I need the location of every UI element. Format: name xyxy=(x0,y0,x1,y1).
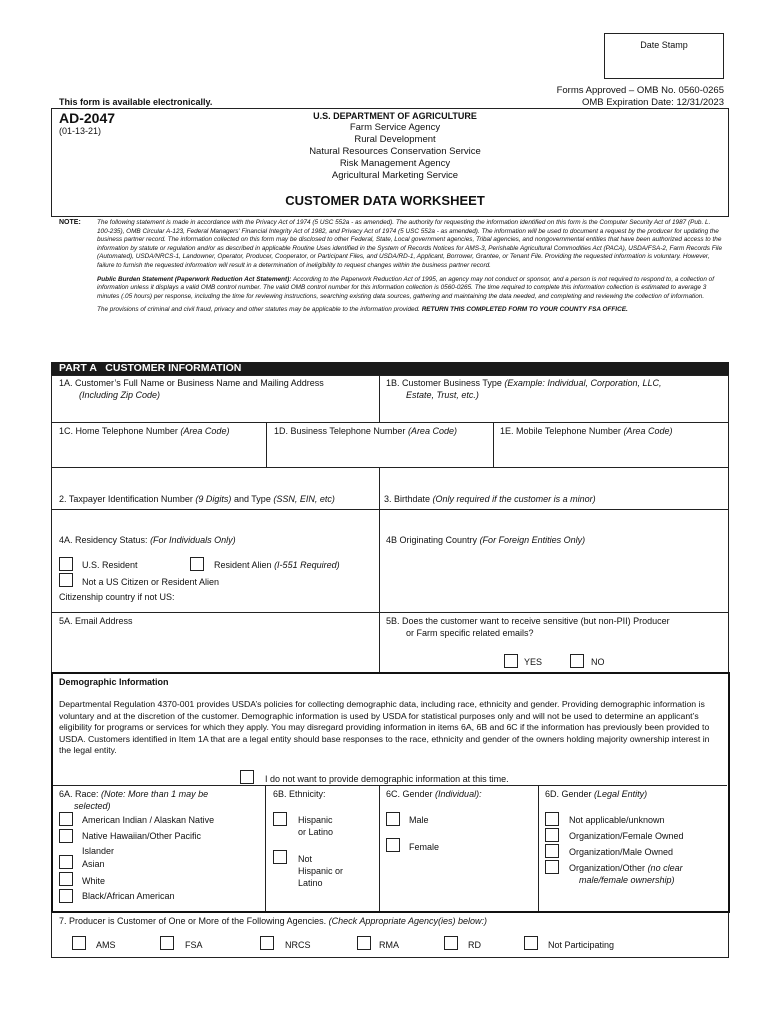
field-1a-input[interactable] xyxy=(52,402,378,422)
agency-not-participating-checkbox[interactable] xyxy=(524,936,538,950)
divider xyxy=(538,785,539,911)
field-1c-label xyxy=(59,425,229,437)
resident-alien-label xyxy=(214,559,340,571)
date-stamp-box xyxy=(604,33,724,79)
field-6a-hint2: selected) xyxy=(74,801,111,811)
field-2-hint: (9 Digits) xyxy=(195,494,232,504)
email-input[interactable] xyxy=(52,630,378,672)
omb-number: Forms Approved – OMB No. 0560-0265 xyxy=(556,85,724,96)
agency-fsa-checkbox[interactable] xyxy=(160,936,174,950)
agency-rd-checkbox[interactable] xyxy=(444,936,458,950)
ethnicity-hispanic-text2: or Latino xyxy=(298,827,334,837)
agency-line: Agricultural Marketing Service xyxy=(331,170,459,181)
race-option-label: Islander xyxy=(82,846,115,856)
race-option-label: American Indian / Alaskan Native xyxy=(82,815,215,825)
ethnicity-not-hispanic-label xyxy=(298,853,343,889)
field-6b-label: 6B. Ethnicity: xyxy=(273,789,326,799)
field-5b-title: 5B. Does the customer want to receive sensitive (but non-PII) Producer xyxy=(386,616,670,626)
ethnicity-not-hispanic-checkbox[interactable] xyxy=(273,850,287,864)
field-1c-title: 1C. Home Telephone Number xyxy=(59,426,178,436)
demographic-optout-checkbox[interactable] xyxy=(240,770,254,784)
provisions-statement xyxy=(97,306,723,315)
agency-nrcs-checkbox[interactable] xyxy=(260,936,274,950)
field-5a-label: 5A. Email Address xyxy=(59,616,133,626)
field-3-hint: (Only required if the customer is a minor) xyxy=(432,494,596,504)
field-1c-input[interactable] xyxy=(52,440,265,466)
entity-female-owned-checkbox[interactable] xyxy=(545,828,559,842)
race-option-label: Native Hawaiian/Other Pacific xyxy=(82,831,202,841)
omb-expiration: OMB Expiration Date: 12/31/2023 xyxy=(581,97,724,108)
entity-option-label: Organization/Female Owned xyxy=(569,831,684,841)
agency-block xyxy=(250,110,540,182)
date-stamp-label: Date Stamp xyxy=(640,40,688,50)
email-no-checkbox[interactable] xyxy=(570,654,584,668)
ethnicity-not-hispanic-text2: Hispanic or xyxy=(298,866,344,876)
field-4b-title: 4B Originating Country xyxy=(386,535,478,545)
agency-line: Natural Resources Conservation Service xyxy=(309,146,481,157)
note-label: NOTE: xyxy=(59,219,81,226)
divider xyxy=(379,612,380,673)
field-6d-label xyxy=(545,788,647,800)
race-black-checkbox[interactable] xyxy=(59,889,73,903)
race-american-indian-checkbox[interactable] xyxy=(59,812,73,826)
field-4a-title: 4A. Residency Status: xyxy=(59,535,148,545)
gender-male-checkbox[interactable] xyxy=(386,812,400,826)
field-2-hint2: (SSN, EIN, etc) xyxy=(273,494,335,504)
omb-approval xyxy=(557,85,724,109)
agency-label: RMA xyxy=(379,940,399,950)
field-4b-input[interactable] xyxy=(380,550,728,610)
field-3-input[interactable] xyxy=(380,468,728,490)
field-3-label xyxy=(384,493,596,505)
demographic-optout-label: I do not want to provide demographic information at this time. xyxy=(265,774,509,784)
burden-text: According to the Paperwork Reduction Act of 1995, an agency may not conduct or sponsor, and a person is not required to respond to, a collection of information unless it displays a valid OMB control number. The valid OMB control number for this information collection is 0560-0265. The time required to complete this information collection is estimated to average 3 minutes (.05 hours) per response, including the time for reviewing instructions, searching existing data sources, gathering and maintaining the data needed, and completing and reviewing the collection of information. xyxy=(97,275,714,300)
email-yes-checkbox[interactable] xyxy=(504,654,518,668)
agency-label: RD xyxy=(468,940,481,950)
agency-label: FSA xyxy=(185,940,203,950)
gender-male-label: Male xyxy=(409,815,429,825)
field-1e-input[interactable] xyxy=(494,440,728,466)
agency-label: Not Participating xyxy=(548,940,615,950)
field-1b-hint2: Estate, Trust, etc.) xyxy=(406,390,479,400)
field-6d-hint: (Legal Entity) xyxy=(594,789,648,799)
department-name: U.S. DEPARTMENT OF AGRICULTURE xyxy=(313,111,477,121)
divider xyxy=(379,785,380,911)
ethnicity-not-hispanic-text3: Latino xyxy=(298,878,323,888)
field-6c-title: 6C. Gender xyxy=(386,789,433,799)
field-1b-title: 1B. Customer Business Type xyxy=(386,378,502,388)
field-1d-title: 1D. Business Telephone Number xyxy=(274,426,406,436)
available-electronically: This form is available electronically. xyxy=(59,97,213,107)
field-2-title2: and Type xyxy=(233,494,271,504)
email-no-label: NO xyxy=(591,657,605,667)
field-1a-title: 1A. Customer’s Full Name or Business Name and Mailing Address xyxy=(59,378,324,388)
form-id: AD-2047 xyxy=(59,110,116,126)
race-option-label: White xyxy=(82,876,106,886)
field-6d-title: 6D. Gender xyxy=(545,789,592,799)
demographic-heading: Demographic Information xyxy=(59,677,169,687)
provisions-text: The provisions of criminal and civil fraud, privacy and other statutes may be applicable to the information provided. xyxy=(97,306,420,314)
field-3-title: 3. Birthdate xyxy=(384,494,431,504)
field-4a-label xyxy=(59,534,236,546)
field-1e-label xyxy=(500,425,672,437)
field-1e-title: 1E. Mobile Telephone Number xyxy=(500,426,621,436)
note-top-rule xyxy=(51,216,729,217)
privacy-text: The following statement is made in accordance with the Privacy Act of 1974 (5 USC 552a - as amended). The authority for requesting the information identified on this form is the Computer Security Act of 1987 (Pub. L. 100-235), OMB Circular A-123, Federal Managers' Financial Integrity Act of 1982, and Privacy Act of 1974 (5 USC 552a - as amended). The information will be used to document a request by the producer for updating the business partner record. The information collected on this form may be disclosed to other Federal, State, Local government agencies, Tribal agencies, and nongovernmental entities that have been authorized access to the information by statute or regulation and/or as described in applicable Routine Uses identified in the System of Records Notices for AMS-3, Perishable Agricultural Commodities Act (PACA), USDA/FSA-2, Farm Records File (Automated), USDA/NRCS-1, Landowner, Operator, Producer, Cooperator, or Participant Files, and USDA/RD-1, Applicant, Borrower, Grantee, or Tenant File. Providing the requested information is voluntary. However, failure to furnish the requested information will result in a determination of ineligibility to request changes within the business partner record. xyxy=(97,219,723,269)
agency-line: Rural Development xyxy=(354,134,436,145)
row-divider xyxy=(51,509,729,510)
field-1e-hint: (Area Code) xyxy=(623,426,673,436)
field-6a-label xyxy=(59,788,263,812)
field-7-hint: (Check Appropriate Agency(ies) below:) xyxy=(328,916,488,926)
field-4b-label xyxy=(386,534,585,546)
email-yes-label: YES xyxy=(524,657,543,667)
field-5b-title2: or Farm specific related emails? xyxy=(406,628,534,638)
demographic-text: Departmental Regulation 4370-001 provides USDA’s policies for collecting demographic data, including race, ethnicity and gender. Providing demographic information is voluntary and at the discretion of the customer. Demographic information is used by USDA for statistical purposes only and will not be used to determine an applicant’s eligibility for programs or services for which they apply. You may disregard providing information in items 6A, 6B and 6C if the information has previously been provided to USDA. Customers identified in Item 1A that are a legal entity should base responses to the race, ethnicity and gender of the owners holding majority ownership interest in the legal entity. xyxy=(59,699,710,755)
ethnicity-not-hispanic-text: Not xyxy=(298,854,313,864)
resident-alien-text: Resident Alien xyxy=(214,560,272,570)
field-6a-hint: (Note: More than 1 may be xyxy=(101,789,209,799)
entity-other-hint2: male/female ownership) xyxy=(579,875,675,885)
entity-option-label: Organization/Male Owned xyxy=(569,847,674,857)
divider xyxy=(265,785,266,911)
field-4a-hint: (For Individuals Only) xyxy=(150,535,236,545)
entity-option-label: Not applicable/unknown xyxy=(569,815,665,825)
field-1d-label xyxy=(274,425,457,437)
field-7-label xyxy=(59,915,487,927)
ethnicity-hispanic-label xyxy=(298,814,333,838)
field-6c-hint: (Individual): xyxy=(435,789,482,799)
ethnicity-hispanic-text: Hispanic xyxy=(298,815,333,825)
field-1a-label xyxy=(59,377,377,401)
row-divider xyxy=(53,785,727,786)
form-date: (01-13-21) xyxy=(59,126,102,136)
entity-other-label xyxy=(569,862,727,886)
field-6c-label xyxy=(386,788,482,800)
race-asian-checkbox[interactable] xyxy=(59,855,73,869)
gender-female-checkbox[interactable] xyxy=(386,838,400,852)
field-1b-label xyxy=(386,377,726,401)
entity-other-hint: (no clear xyxy=(647,863,683,873)
field-1b-input[interactable] xyxy=(380,402,728,422)
burden-label: Public Burden Statement (Paperwork Reduction Act Statement): xyxy=(97,275,292,283)
agency-label: AMS xyxy=(96,940,116,950)
race-option-label: Black/African American xyxy=(82,891,175,901)
field-6a-title: 6A. Race: xyxy=(59,789,99,799)
field-2-title: 2. Taxpayer Identification Number xyxy=(59,494,193,504)
citizenship-label: Citizenship country if not US: xyxy=(59,592,175,602)
return-instruction: RETURN THIS COMPLETED FORM TO YOUR COUNTY FSA OFFICE. xyxy=(421,306,628,314)
entity-other-checkbox[interactable] xyxy=(545,860,559,874)
privacy-statement xyxy=(97,219,723,315)
field-1c-hint: (Area Code) xyxy=(180,426,230,436)
not-citizen-label: Not a US Citizen or Resident Alien xyxy=(82,577,220,587)
entity-other-text: Organization/Other xyxy=(569,863,646,873)
field-1d-hint: (Area Code) xyxy=(407,426,457,436)
race-option-label: Asian xyxy=(82,859,105,869)
us-resident-checkbox[interactable] xyxy=(59,557,73,571)
row-divider xyxy=(51,612,729,613)
field-7-title: 7. Producer is Customer of One or More of the Following Agencies. xyxy=(59,916,327,926)
field-2-input[interactable] xyxy=(52,468,378,490)
form-title: CUSTOMER DATA WORKSHEET xyxy=(285,193,485,208)
gender-female-label: Female xyxy=(409,842,440,852)
entity-not-applicable-checkbox[interactable] xyxy=(545,812,559,826)
resident-alien-checkbox[interactable] xyxy=(190,557,204,571)
not-citizen-checkbox[interactable] xyxy=(59,573,73,587)
resident-alien-hint: (I-551 Required) xyxy=(274,560,340,570)
part-a-header: PART A CUSTOMER INFORMATION xyxy=(51,362,729,375)
agency-line: Risk Management Agency xyxy=(339,158,451,169)
burden-statement xyxy=(97,276,723,302)
agency-ams-checkbox[interactable] xyxy=(72,936,86,950)
ethnicity-hispanic-checkbox[interactable] xyxy=(273,812,287,826)
field-4b-hint: (For Foreign Entities Only) xyxy=(479,535,586,545)
race-white-checkbox[interactable] xyxy=(59,872,73,886)
field-2-label xyxy=(59,493,335,505)
agency-rma-checkbox[interactable] xyxy=(357,936,371,950)
field-1b-hint: (Example: Individual, Corporation, LLC, xyxy=(504,378,662,388)
field-5b-label xyxy=(386,615,726,639)
race-native-hawaiian-checkbox[interactable] xyxy=(59,829,73,843)
agency-label: NRCS xyxy=(285,940,311,950)
entity-male-owned-checkbox[interactable] xyxy=(545,844,559,858)
row-divider xyxy=(51,422,729,423)
field-1d-input[interactable] xyxy=(267,440,492,466)
field-1a-hint: (Including Zip Code) xyxy=(79,390,161,400)
agency-line: Farm Service Agency xyxy=(349,122,441,133)
us-resident-label: U.S. Resident xyxy=(82,560,138,570)
